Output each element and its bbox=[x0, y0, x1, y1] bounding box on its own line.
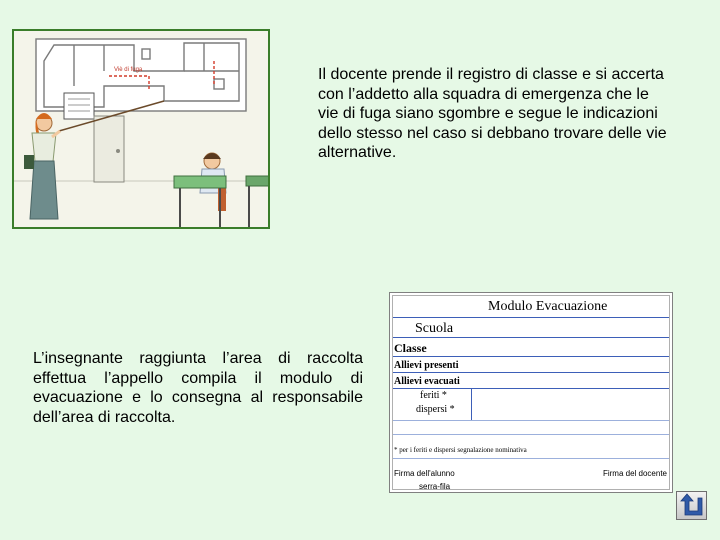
form-title: Modulo Evacuazione bbox=[488, 299, 608, 314]
return-arrow-icon bbox=[677, 492, 706, 519]
form-injured-label: feriti * bbox=[420, 390, 447, 401]
form-students-present-label: Allievi presenti bbox=[394, 360, 459, 371]
form-closer-label: serra-fila bbox=[419, 482, 451, 491]
form-teacher-signature-label: Firma del docente bbox=[602, 469, 667, 478]
assembly-area-roll-call-text: L’insegnante raggiunta l’area di raccolta effettua l’appello compila il modulo di evacuazione e lo consegna al responsabile dell’area di raccolta. bbox=[33, 350, 363, 426]
form-rule bbox=[471, 388, 472, 420]
form-footnote: * per i feriti e dispersi segnalazione nominativa bbox=[394, 446, 527, 454]
return-button[interactable] bbox=[676, 491, 707, 520]
form-rule bbox=[393, 458, 669, 459]
form-students-evacuated-label: Allievi evacuati bbox=[394, 376, 460, 387]
form-missing-label: dispersi * bbox=[416, 404, 455, 415]
form-rule bbox=[393, 420, 669, 421]
form-rule bbox=[393, 372, 669, 373]
form-rule bbox=[393, 337, 669, 338]
form-student-signature-label: Firma dell'alunno bbox=[394, 469, 455, 478]
form-rule bbox=[393, 434, 669, 435]
teacher-pointing-evacuation-plan-illustration bbox=[12, 29, 270, 229]
form-rule bbox=[393, 356, 669, 357]
teacher-checks-escape-routes-text: Il docente prende il registro di classe e si accerta con l’addetto alla squadra di emergenza che le vie di fuga siano sgombre e segue le indicazioni dello stesso nel caso si debbano trovare delle vie alternative. bbox=[318, 66, 667, 161]
form-rule bbox=[393, 388, 669, 389]
evacuation-plan-label: Viè di fuga bbox=[114, 67, 143, 73]
form-rule bbox=[393, 317, 669, 318]
evacuation-form-image bbox=[389, 292, 673, 493]
form-school-label: Scuola bbox=[415, 321, 454, 336]
form-class-label: Classe bbox=[394, 341, 427, 355]
